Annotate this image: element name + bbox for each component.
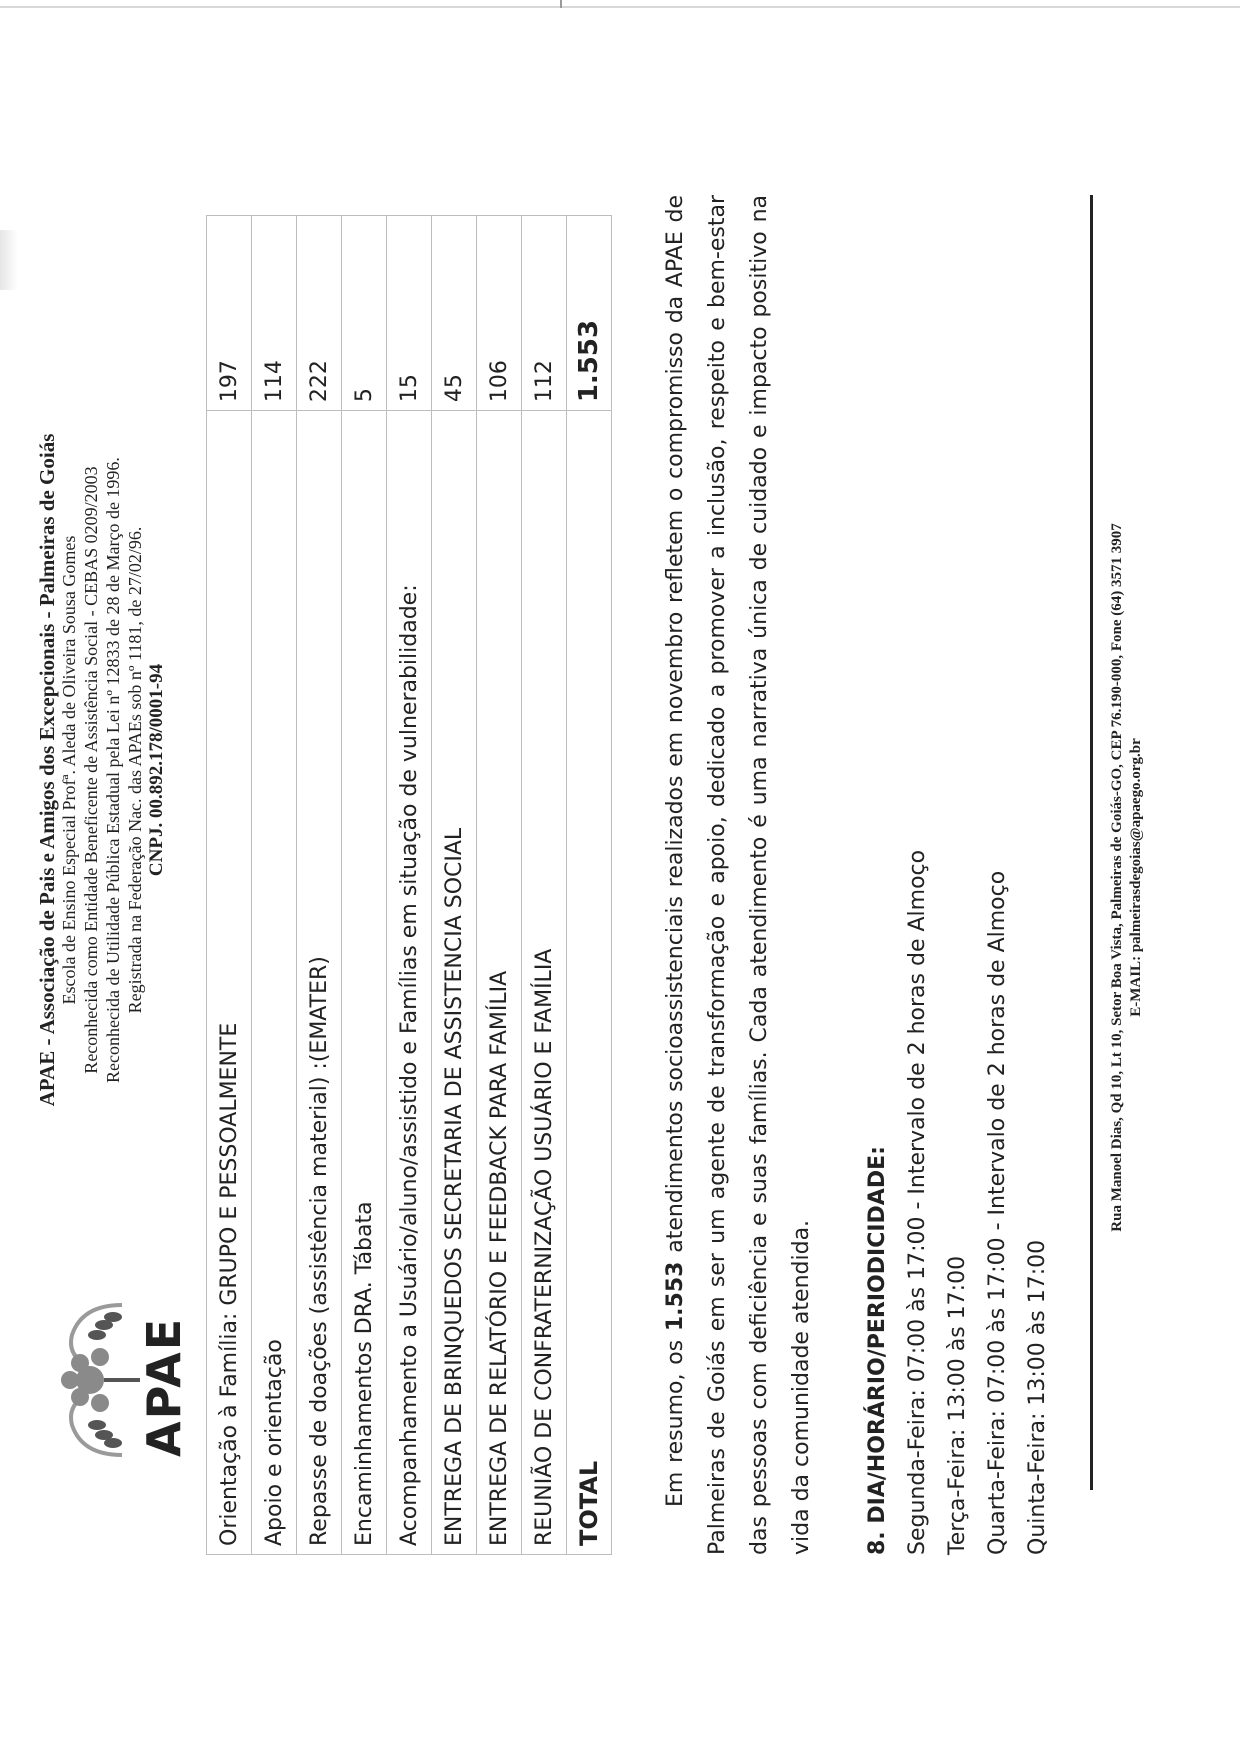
table-total-row bbox=[567, 216, 612, 1555]
federation-line: Registrada na Federação Nac. das APAEs sob nº 1181, de 27/02/96. bbox=[125, 526, 145, 1014]
schedule-heading: 8. DIA/HORÁRIO/PERIODICIDADE: bbox=[865, 1146, 890, 1555]
row-value: 197 bbox=[207, 216, 252, 411]
table-row bbox=[207, 216, 252, 1555]
schedule-row: Terça-Feira: 13:00 às 17:00 bbox=[945, 1255, 970, 1555]
cnpj: CNPJ. 00.892.178/0001-94 bbox=[146, 663, 167, 877]
public-utility-line: Reconhecida de Utilidade Pública Estadual pela Lei nº 12833 de 28 de Março de 1996. bbox=[103, 457, 123, 1083]
letterhead bbox=[36, 260, 168, 1280]
apae-logo bbox=[42, 1285, 191, 1475]
summary-text-start: Em resumo, os bbox=[663, 1331, 688, 1507]
table-row bbox=[342, 216, 387, 1555]
row-label: ENTREGA DE BRINQUEDOS SECRETARIA DE ASSISTENCIA SOCIAL bbox=[432, 411, 477, 1555]
row-label: Acompanhamento a Usuário/aluno/assistido e Famílias em situação de vulnerabilidade: bbox=[387, 411, 432, 1555]
row-value: 222 bbox=[297, 216, 342, 411]
summary-paragraph bbox=[655, 195, 823, 1555]
row-label: Encaminhamentos DRA. Tábata bbox=[342, 411, 387, 1555]
schedule-row: Quinta-Feira: 13:00 às 17:00 bbox=[1025, 1239, 1050, 1555]
table-row bbox=[477, 216, 522, 1555]
footer-email: E-MAIL: palmeirasdegoias@apaego.org.br bbox=[1128, 738, 1144, 1017]
row-value: 106 bbox=[477, 216, 522, 411]
schedule-section bbox=[858, 555, 1058, 1555]
row-label: Repasse de doações (assistência material) :(EMATER) bbox=[297, 411, 342, 1555]
table-row bbox=[432, 216, 477, 1555]
row-value: 114 bbox=[252, 216, 297, 411]
table-row bbox=[522, 216, 567, 1555]
summary-text-end: atendimentos socioassistenciais realizados em novembro refletem o compromisso da APAE de Palmeiras de Goiás em ser um agente de transformação e apoio, dedicado a promover a inclusão, respeito e bem-estar das pessoas com deficiência e suas famílias. Cada atendimento é uma narrativa única de cuidado e impacto positivo na vida da comunidade atendida. bbox=[663, 195, 814, 1555]
cebas-line: Reconhecida como Entidade Beneficente de Assistência Social - CEBAS 0209/2003 bbox=[81, 466, 101, 1074]
summary-highlight: 1.553 bbox=[663, 1261, 688, 1332]
table-row bbox=[297, 216, 342, 1555]
row-label: Apoio e orientação bbox=[252, 411, 297, 1555]
row-value: 45 bbox=[432, 216, 477, 411]
footer-address: Rua Manoel Dias, Qd 10, Lt 10, Setor Boa Vista, Palmeiras de Goiás-GO, CEP 76.190-000, Fone (64) 3571 3907 bbox=[1109, 523, 1125, 1232]
row-label: Orientação à Família: GRUPO E PESSOALMENTE bbox=[207, 411, 252, 1555]
row-value: 112 bbox=[522, 216, 567, 411]
row-label: ENTREGA DE RELATÓRIO E FEEDBACK PARA FAMÍLIA bbox=[477, 411, 522, 1555]
organization-title: APAE - Associação de Pais e Amigos dos Excepcionais - Palmeiras de Goiás bbox=[35, 433, 59, 1107]
row-label: REUNIÃO DE CONFRATERNIZAÇÃO USUÁRIO E FAMÍLIA bbox=[522, 411, 567, 1555]
footer bbox=[1108, 0, 1146, 1755]
table-row bbox=[387, 216, 432, 1555]
footer-divider bbox=[1090, 195, 1093, 1490]
total-value: 1.553 bbox=[567, 216, 612, 411]
schedule-row: Segunda-Feira: 07:00 às 17:00 - Intervalo de 2 horas de Almoço bbox=[905, 849, 930, 1555]
services-table bbox=[206, 215, 612, 1555]
row-value: 15 bbox=[387, 216, 432, 411]
logo-wordmark: APAE bbox=[137, 1316, 191, 1457]
row-value: 5 bbox=[342, 216, 387, 411]
school-name: Escola de Ensino Especial Profª. Aleda de Oliveira Sousa Gomes bbox=[59, 535, 79, 1005]
logo-emblem-icon bbox=[42, 1285, 142, 1475]
total-label: TOTAL bbox=[567, 411, 612, 1555]
schedule-row: Quarta-Feira: 07:00 às 17:00 - Intervalo de 2 horas de Almoço bbox=[985, 870, 1010, 1555]
table-row bbox=[252, 216, 297, 1555]
